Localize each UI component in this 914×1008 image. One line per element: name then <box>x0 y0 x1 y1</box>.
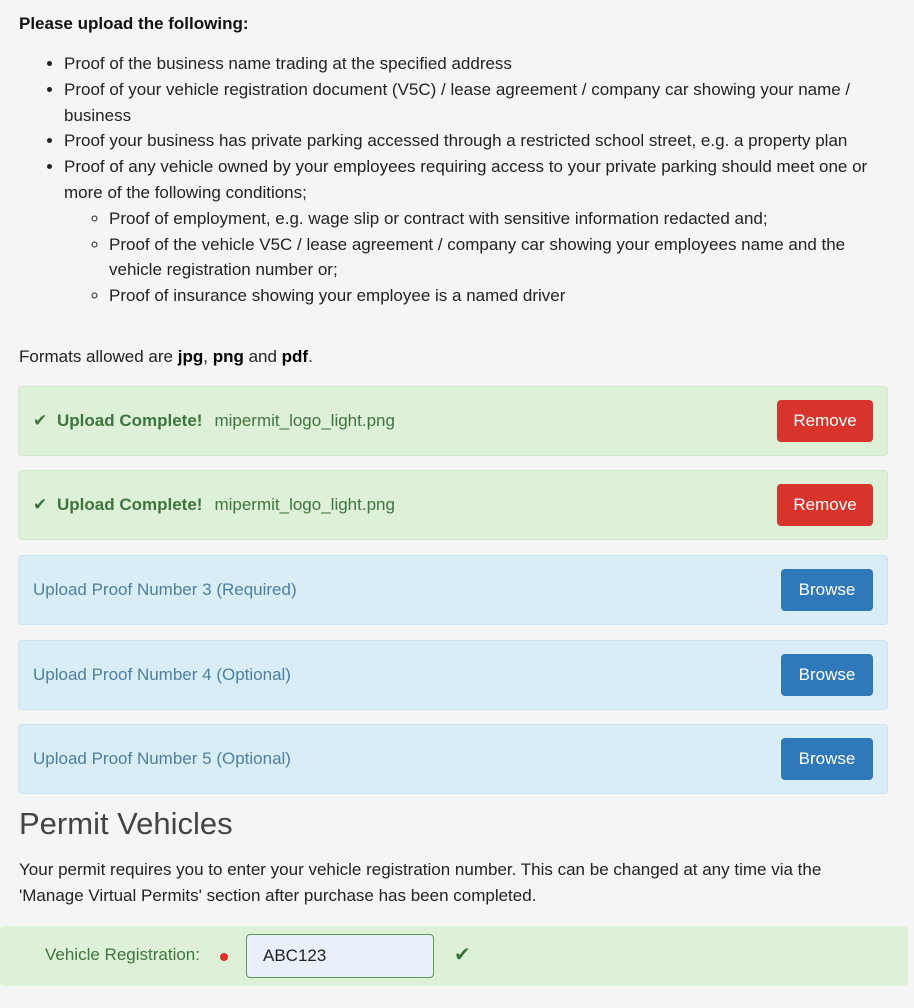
upload-panel-2 <box>18 470 888 540</box>
upload-heading: Please upload the following: <box>19 14 249 33</box>
upload-status <box>33 495 395 515</box>
browse-button[interactable]: Browse <box>781 654 873 696</box>
browse-button[interactable]: Browse <box>781 738 873 780</box>
browse-button[interactable]: Browse <box>781 569 873 611</box>
upload-panel-1 <box>18 386 888 456</box>
formats-sep: , <box>203 347 213 366</box>
upload-panel-3 <box>18 555 888 625</box>
uploaded-filename: mipermit_logo_light.png <box>214 495 395 514</box>
upload-status <box>33 411 395 431</box>
sub-requirements-list <box>64 206 890 309</box>
uploaded-filename: mipermit_logo_light.png <box>214 411 395 430</box>
vehicle-registration-row <box>0 926 908 986</box>
list-item: ◦ Proof of insurance showing your employee is a named driver <box>109 283 890 309</box>
format-png: png <box>212 347 244 366</box>
check-icon: ✔ <box>33 495 48 514</box>
permit-vehicles-description: Your permit requires you to enter your vehicle registration number. This can be changed at any time via the 'Manage Virtual Permits' section after purchase has been completed. <box>19 860 822 905</box>
list-item: • Proof of the business name trading at the specified address <box>64 51 890 77</box>
upload-label: Upload Proof Number 5 (Optional) <box>33 749 291 768</box>
required-dot-icon <box>220 953 228 961</box>
list-item: • Proof your business has private parking accessed through a restricted school street, e.g. a property plan <box>64 128 890 154</box>
list-item-text: Proof of any vehicle owned by your employees requiring access to your private parking should meet one or more of the following conditions; <box>64 157 868 202</box>
upload-label: Upload Proof Number 4 (Optional) <box>33 665 291 684</box>
list-item: ◦ Proof of employment, e.g. wage slip or contract with sensitive information redacted and; <box>109 206 890 232</box>
remove-button[interactable]: Remove <box>777 400 873 442</box>
upload-panel-5 <box>18 724 888 794</box>
upload-complete-label: Upload Complete! <box>57 411 203 430</box>
format-pdf: pdf <box>281 347 309 366</box>
formats-sep: and <box>243 347 282 366</box>
upload-panel-4 <box>18 640 888 710</box>
check-icon: ✔ <box>454 944 471 966</box>
upload-label: Upload Proof Number 3 (Required) <box>33 580 297 599</box>
upload-complete-label: Upload Complete! <box>57 495 203 514</box>
vehicle-registration-label: Vehicle Registration: <box>45 945 200 964</box>
requirements-list <box>19 51 890 309</box>
list-item: • Proof of your vehicle registration document (V5C) / lease agreement / company car showing your name / business <box>64 77 890 129</box>
vehicle-registration-input[interactable] <box>246 934 434 978</box>
formats-prefix: Formats allowed are <box>19 347 178 366</box>
check-icon: ✔ <box>33 411 48 430</box>
format-jpg: jpg <box>177 347 204 366</box>
remove-button[interactable]: Remove <box>777 484 873 526</box>
permit-vehicles-title: Permit Vehicles <box>19 806 233 841</box>
formats-allowed <box>19 347 313 367</box>
list-item <box>64 154 890 309</box>
list-item: ◦ Proof of the vehicle V5C / lease agreement / company car showing your employees name and the vehicle registration number or; <box>109 232 890 284</box>
formats-suffix: . <box>308 347 313 366</box>
